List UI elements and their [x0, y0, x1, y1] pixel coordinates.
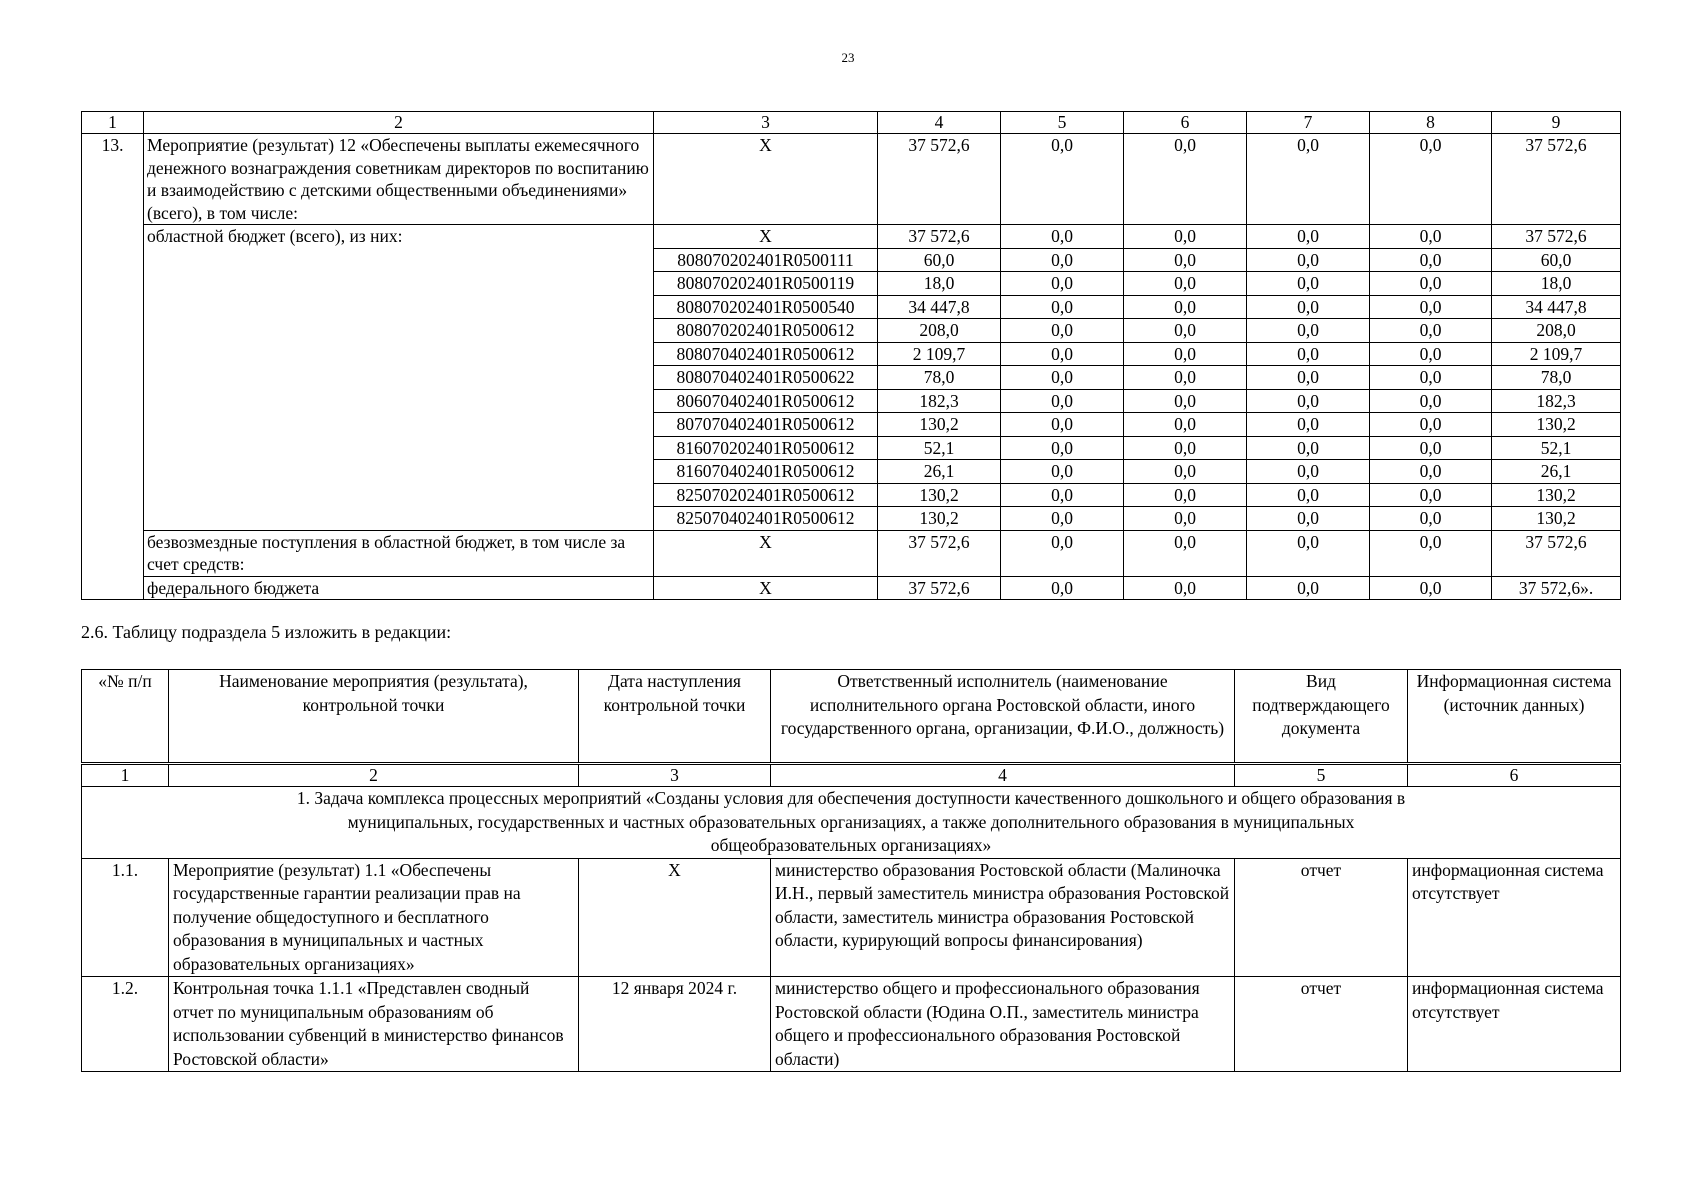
column-header-cell: Дата наступления контрольной точки — [579, 670, 771, 764]
instruction-paragraph: 2.6. Таблицу подраздела 5 изложить в редакции: — [81, 622, 452, 642]
amount-cell: 0,0 — [1370, 272, 1492, 296]
source-name-cell: безвозмездные поступления в областной бюджет, в том числе за счет средств: — [144, 530, 654, 576]
amount-cell: 37 572,6». — [1492, 576, 1621, 600]
column-header-cell: Ответственный исполнитель (наименование исполнительного органа Ростовской области, иного государственного органа, организации, Ф.И.О., должность) — [771, 670, 1235, 764]
amount-cell: 78,0 — [878, 366, 1001, 390]
budget-code-cell: 816070402401R0500612 — [654, 460, 878, 484]
amount-cell: 0,0 — [1001, 134, 1124, 225]
measure-name-cell: Контрольная точка 1.1.1 «Представлен сводный отчет по муниципальным образованиям об использовании субвенций в министерство финансов Ростовской области» — [169, 977, 579, 1072]
amount-cell: 0,0 — [1124, 389, 1247, 413]
amount-cell: 0,0 — [1370, 225, 1492, 249]
budget-code-cell: 825070402401R0500612 — [654, 507, 878, 531]
budget-code-cell: 806070402401R0500612 — [654, 389, 878, 413]
amount-cell: 0,0 — [1001, 576, 1124, 600]
amount-cell: 182,3 — [1492, 389, 1621, 413]
amount-cell: 0,0 — [1247, 225, 1370, 249]
amount-cell: 0,0 — [1001, 483, 1124, 507]
amount-cell: 130,2 — [1492, 507, 1621, 531]
table-header-row — [82, 670, 1621, 764]
budget-code-cell: 808070202401R0500540 — [654, 295, 878, 319]
task-row — [82, 787, 1621, 859]
budget-code-cell: 808070402401R0500622 — [654, 366, 878, 390]
amount-cell: 0,0 — [1124, 530, 1247, 576]
column-number-cell: 4 — [878, 112, 1001, 134]
column-number-cell: 2 — [169, 764, 579, 787]
amount-cell: 0,0 — [1124, 295, 1247, 319]
budget-code-cell: 816070202401R0500612 — [654, 436, 878, 460]
amount-cell: 37 572,6 — [1492, 530, 1621, 576]
executor-cell: министерство образования Ростовской области (Малиночка И.Н., первый заместитель министра образования Ростовской области, заместитель министра образования Ростовской области, курирующий вопросы финансирования) — [771, 858, 1235, 977]
amount-cell: 0,0 — [1124, 134, 1247, 225]
table-row — [82, 576, 1621, 600]
amount-cell: 0,0 — [1370, 576, 1492, 600]
amount-cell: 0,0 — [1001, 436, 1124, 460]
budget-code-cell: 825070202401R0500612 — [654, 483, 878, 507]
column-number-cell: 4 — [771, 764, 1235, 787]
control-date-cell: Х — [579, 858, 771, 977]
amount-cell: 0,0 — [1370, 366, 1492, 390]
amount-cell: 0,0 — [1124, 342, 1247, 366]
amount-cell: 0,0 — [1247, 576, 1370, 600]
amount-cell: 0,0 — [1124, 576, 1247, 600]
amount-cell: 78,0 — [1492, 366, 1621, 390]
amount-cell: 26,1 — [878, 460, 1001, 484]
amount-cell: 0,0 — [1370, 413, 1492, 437]
amount-cell: 0,0 — [1124, 248, 1247, 272]
control-points-table — [81, 669, 1621, 1072]
table-row — [82, 530, 1621, 576]
amount-cell: 0,0 — [1247, 507, 1370, 531]
amount-cell: 0,0 — [1001, 225, 1124, 249]
amount-cell: 0,0 — [1001, 319, 1124, 343]
page-number: 23 — [841, 50, 855, 65]
column-number-cell: 7 — [1247, 112, 1370, 134]
amount-cell: 37 572,6 — [878, 225, 1001, 249]
amount-cell: 0,0 — [1370, 295, 1492, 319]
amount-cell: 0,0 — [1247, 436, 1370, 460]
info-system-cell: информационная система отсутствует — [1408, 977, 1621, 1072]
amount-cell: 0,0 — [1247, 272, 1370, 296]
column-header-cell: «№ п/п — [82, 670, 169, 764]
amount-cell: 0,0 — [1370, 507, 1492, 531]
column-header-cell: Наименование мероприятия (результата), контрольной точки — [169, 670, 579, 764]
column-number-cell: 6 — [1408, 764, 1621, 787]
amount-cell: 0,0 — [1001, 530, 1124, 576]
amount-cell: 0,0 — [1370, 483, 1492, 507]
row-number-cell: 13. — [82, 134, 144, 600]
amount-cell: 0,0 — [1001, 507, 1124, 531]
amount-cell: 0,0 — [1124, 225, 1247, 249]
amount-cell: 130,2 — [1492, 483, 1621, 507]
amount-cell: 34 447,8 — [1492, 295, 1621, 319]
amount-cell: 18,0 — [1492, 272, 1621, 296]
amount-cell: 0,0 — [1124, 507, 1247, 531]
amount-cell: 0,0 — [1001, 272, 1124, 296]
executor-cell: министерство общего и профессионального образования Ростовской области (Юдина О.П., заместитель министра общего и профессионального образования Ростовской области) — [771, 977, 1235, 1072]
amount-cell: 0,0 — [1001, 295, 1124, 319]
amount-cell: 0,0 — [1370, 319, 1492, 343]
amount-cell: 0,0 — [1247, 366, 1370, 390]
source-name-cell: федерального бюджета — [144, 576, 654, 600]
amount-cell: 37 572,6 — [878, 576, 1001, 600]
budget-code-cell: Х — [654, 576, 878, 600]
amount-cell: 0,0 — [1124, 272, 1247, 296]
column-number-cell: 5 — [1235, 764, 1408, 787]
amount-cell: 26,1 — [1492, 460, 1621, 484]
amount-cell: 18,0 — [878, 272, 1001, 296]
column-number-cell: 2 — [144, 112, 654, 134]
amount-cell: 37 572,6 — [1492, 225, 1621, 249]
amount-cell: 0,0 — [1001, 389, 1124, 413]
table-header-row — [82, 112, 1621, 134]
amount-cell: 182,3 — [878, 389, 1001, 413]
column-number-cell: 3 — [654, 112, 878, 134]
column-number-cell: 6 — [1124, 112, 1247, 134]
amount-cell: 208,0 — [878, 319, 1001, 343]
source-name-cell: областной бюджет (всего), из них: — [144, 225, 654, 531]
budget-code-cell: 808070202401R0500612 — [654, 319, 878, 343]
amount-cell: 0,0 — [1124, 436, 1247, 460]
table-row — [82, 977, 1621, 1072]
amount-cell: 0,0 — [1247, 319, 1370, 343]
amount-cell: 130,2 — [878, 507, 1001, 531]
info-system-cell: информационная система отсутствует — [1408, 858, 1621, 977]
amount-cell: 130,2 — [878, 483, 1001, 507]
amount-cell: 0,0 — [1001, 248, 1124, 272]
row-number-cell: 1.2. — [82, 977, 169, 1072]
column-number-cell: 9 — [1492, 112, 1621, 134]
amount-cell: 130,2 — [1492, 413, 1621, 437]
amount-cell: 0,0 — [1247, 530, 1370, 576]
column-header-cell: Вид подтверждающего документа — [1235, 670, 1408, 764]
document-type-cell: отчет — [1235, 858, 1408, 977]
amount-cell: 0,0 — [1001, 342, 1124, 366]
amount-cell: 0,0 — [1124, 483, 1247, 507]
amount-cell: 34 447,8 — [878, 295, 1001, 319]
amount-cell: 0,0 — [1247, 295, 1370, 319]
amount-cell: 0,0 — [1370, 530, 1492, 576]
budget-code-cell: Х — [654, 225, 878, 249]
column-number-cell: 1 — [82, 764, 169, 787]
amount-cell: 0,0 — [1370, 436, 1492, 460]
amount-cell: 37 572,6 — [878, 530, 1001, 576]
amount-cell: 52,1 — [878, 436, 1001, 460]
amount-cell: 37 572,6 — [878, 134, 1001, 225]
amount-cell: 2 109,7 — [878, 342, 1001, 366]
budget-code-cell: 807070402401R0500612 — [654, 413, 878, 437]
amount-cell: 0,0 — [1001, 460, 1124, 484]
measure-name-cell: Мероприятие (результат) 12 «Обеспечены выплаты ежемесячного денежного вознаграждения советникам директоров по воспитанию и взаимодействию с детскими общественными объединениями» (всего), в том числе: — [144, 134, 654, 225]
amount-cell: 0,0 — [1247, 460, 1370, 484]
measure-name-cell: Мероприятие (результат) 1.1 «Обеспечены государственные гарантии реализации прав на получение общедоступного и бесплатного образования в муниципальных и частных образовательных организациях» — [169, 858, 579, 977]
column-header-cell: Информационная система (источник данных) — [1408, 670, 1621, 764]
column-number-cell: 5 — [1001, 112, 1124, 134]
amount-cell: 0,0 — [1370, 342, 1492, 366]
amount-cell: 0,0 — [1247, 483, 1370, 507]
amount-cell: 0,0 — [1124, 319, 1247, 343]
budget-code-cell: 808070202401R0500111 — [654, 248, 878, 272]
amount-cell: 60,0 — [1492, 248, 1621, 272]
amount-cell: 0,0 — [1247, 248, 1370, 272]
amount-cell: 130,2 — [878, 413, 1001, 437]
amount-cell: 0,0 — [1247, 413, 1370, 437]
column-numbers-row — [82, 764, 1621, 787]
amount-cell: 60,0 — [878, 248, 1001, 272]
task-title-cell: 1. Задача комплекса процессных мероприятий «Созданы условия для обеспечения доступности качественного дошкольного и общего образования в муниципальных, государственных и частных образовательных организациях, а также дополнительного образования в муниципальных общеобразовательных организациях» — [82, 787, 1621, 859]
funding-table — [81, 111, 1621, 600]
amount-cell: 0,0 — [1370, 389, 1492, 413]
amount-cell: 2 109,7 — [1492, 342, 1621, 366]
amount-cell: 0,0 — [1247, 389, 1370, 413]
amount-cell: 0,0 — [1370, 460, 1492, 484]
budget-code-cell: 808070202401R0500119 — [654, 272, 878, 296]
budget-code-cell: Х — [654, 134, 878, 225]
amount-cell: 0,0 — [1370, 134, 1492, 225]
row-number-cell: 1.1. — [82, 858, 169, 977]
column-number-cell: 1 — [82, 112, 144, 134]
amount-cell: 37 572,6 — [1492, 134, 1621, 225]
budget-code-cell: Х — [654, 530, 878, 576]
amount-cell: 0,0 — [1124, 413, 1247, 437]
amount-cell: 0,0 — [1247, 134, 1370, 225]
budget-code-cell: 808070402401R0500612 — [654, 342, 878, 366]
amount-cell: 0,0 — [1124, 366, 1247, 390]
amount-cell: 0,0 — [1370, 248, 1492, 272]
table-row — [82, 134, 1621, 225]
amount-cell: 0,0 — [1124, 460, 1247, 484]
control-date-cell: 12 января 2024 г. — [579, 977, 771, 1072]
column-number-cell: 3 — [579, 764, 771, 787]
amount-cell: 52,1 — [1492, 436, 1621, 460]
amount-cell: 0,0 — [1247, 342, 1370, 366]
table-row — [82, 225, 1621, 249]
amount-cell: 0,0 — [1001, 413, 1124, 437]
amount-cell: 208,0 — [1492, 319, 1621, 343]
document-type-cell: отчет — [1235, 977, 1408, 1072]
table-row — [82, 858, 1621, 977]
amount-cell: 0,0 — [1001, 366, 1124, 390]
column-number-cell: 8 — [1370, 112, 1492, 134]
